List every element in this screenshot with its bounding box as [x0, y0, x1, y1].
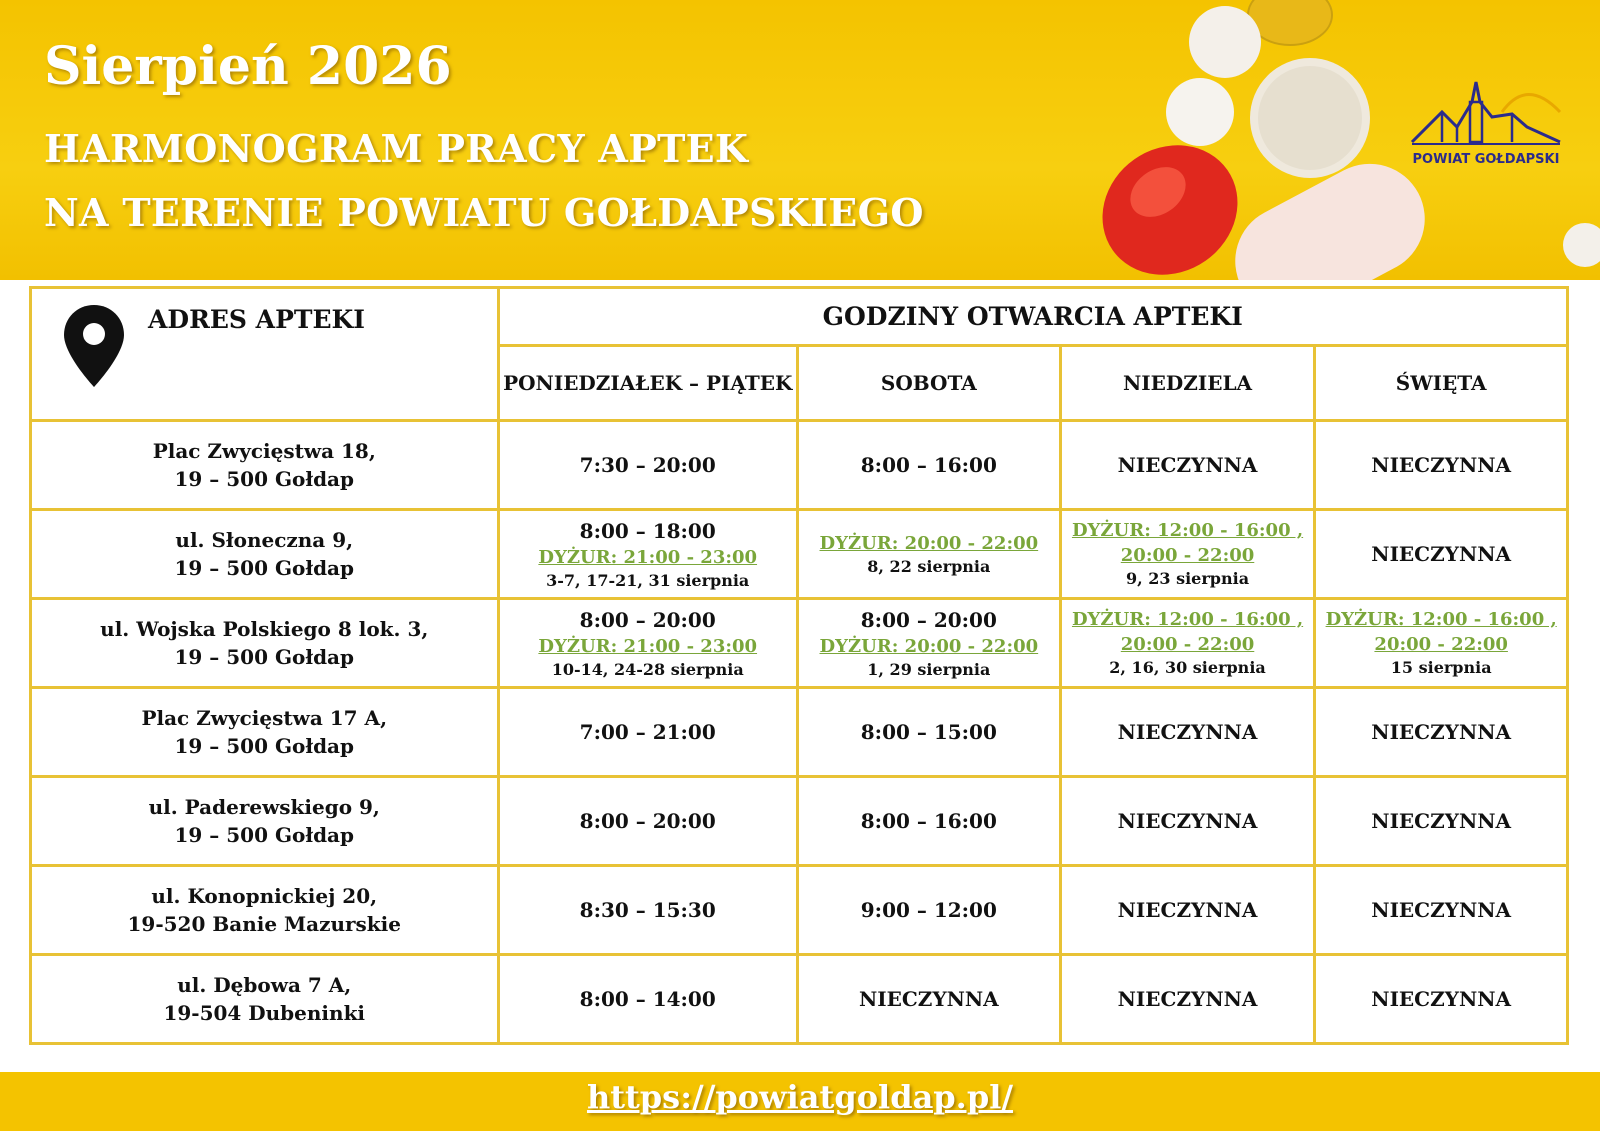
hours-cell-weekday	[498, 421, 797, 510]
opening-hours: NIECZYNNA	[1117, 720, 1258, 744]
logo-caption: POWIAT GOŁDAPSKI	[1412, 152, 1560, 167]
address-line: 19 – 500 Gołdap	[174, 645, 354, 669]
opening-hours-header: GODZINY OTWARCIA APTEKI	[498, 288, 1568, 346]
hours-cell-holiday	[1315, 688, 1568, 777]
address-cell	[31, 599, 499, 688]
pharmacy-schedule-table	[29, 286, 1569, 1045]
opening-hours: NIECZYNNA	[1371, 720, 1512, 744]
opening-hours: NIECZYNNA	[1371, 898, 1512, 922]
opening-hours: NIECZYNNA	[1117, 809, 1258, 833]
opening-hours: NIECZYNNA	[1371, 987, 1512, 1011]
column-header-sunday: NIEDZIELA	[1060, 346, 1315, 421]
schedule-rows	[31, 421, 1568, 1044]
address-header-label: ADRES APTEKI	[148, 305, 365, 334]
opening-hours: 8:00 – 16:00	[860, 809, 997, 833]
duty-hours: DYŻUR: 21:00 - 23:00	[538, 546, 758, 568]
opening-hours: 8:00 – 15:00	[860, 720, 997, 744]
hours-cell-holiday	[1315, 777, 1568, 866]
opening-hours: NIECZYNNA	[1371, 542, 1512, 566]
header-banner	[0, 0, 1600, 280]
hours-cell-saturday	[797, 599, 1060, 688]
duty-hours: DYŻUR: 21:00 - 23:00	[538, 635, 758, 657]
opening-hours: 8:00 – 20:00	[579, 809, 716, 833]
address-line: Plac Zwycięstwa 17 A,	[141, 706, 388, 730]
powiat-goldapski-logo	[1402, 72, 1570, 180]
address-cell	[31, 421, 499, 510]
hours-cell-weekday	[498, 777, 797, 866]
opening-hours: 8:00 – 14:00	[579, 987, 716, 1011]
address-line: 19-504 Dubeninki	[163, 1001, 366, 1025]
location-pin-icon	[62, 303, 126, 389]
duty-dates: 9, 23 sierpnia	[1125, 569, 1250, 588]
schedule-title-line-2: NA TERENIE POWIATU GOŁDAPSKIEGO	[44, 190, 924, 235]
hours-cell-sunday	[1060, 777, 1315, 866]
duty-hours: DYŻUR: 12:00 - 16:00 ,	[1071, 609, 1304, 630]
hours-cell-holiday	[1315, 599, 1568, 688]
address-cell	[31, 777, 499, 866]
opening-hours: NIECZYNNA	[1117, 898, 1258, 922]
schedule-table-area	[0, 280, 1600, 1072]
hours-cell-weekday	[498, 599, 797, 688]
table-row	[31, 777, 1568, 866]
opening-hours: 8:00 – 18:00	[579, 518, 716, 543]
table-row	[31, 866, 1568, 955]
hours-cell-holiday	[1315, 866, 1568, 955]
opening-hours: 8:00 – 16:00	[860, 453, 997, 477]
address-line: ul. Konopnickiej 20,	[151, 884, 378, 908]
column-header-holiday: ŚWIĘTA	[1315, 346, 1568, 421]
hours-cell-saturday	[797, 777, 1060, 866]
address-line: Plac Zwycięstwa 18,	[152, 439, 376, 463]
duty-dates: 3-7, 17-21, 31 sierpnia	[546, 570, 750, 590]
duty-hours: DYŻUR: 12:00 - 16:00 ,	[1071, 520, 1304, 541]
duty-hours: DYŻUR: 20:00 - 22:00	[819, 635, 1039, 657]
address-line: ul. Słoneczna 9,	[175, 528, 354, 552]
hours-cell-weekday	[498, 955, 797, 1044]
hours-cell-holiday	[1315, 510, 1568, 599]
duty-dates: 1, 29 sierpnia	[867, 659, 991, 679]
duty-hours-extra: 20:00 - 22:00	[1120, 634, 1255, 655]
address-line: 19 – 500 Gołdap	[174, 467, 354, 491]
hours-cell-saturday	[797, 688, 1060, 777]
opening-hours: 7:30 – 20:00	[579, 453, 716, 477]
address-cell	[31, 688, 499, 777]
column-header-saturday: SOBOTA	[797, 346, 1060, 421]
hours-cell-sunday	[1060, 421, 1315, 510]
hours-cell-holiday	[1315, 955, 1568, 1044]
duty-hours: DYŻUR: 20:00 - 22:00	[819, 532, 1039, 554]
hours-cell-sunday	[1060, 688, 1315, 777]
opening-hours: NIECZYNNA	[1371, 453, 1512, 477]
address-cell	[31, 866, 499, 955]
address-line: 19 – 500 Gołdap	[174, 734, 354, 758]
duty-hours: DYŻUR: 12:00 - 16:00 ,	[1325, 609, 1557, 630]
opening-hours: NIECZYNNA	[1117, 987, 1258, 1011]
opening-hours: 7:00 – 21:00	[579, 720, 716, 744]
opening-hours: 8:30 – 15:30	[579, 898, 716, 922]
hours-cell-weekday	[498, 866, 797, 955]
duty-hours-extra: 20:00 - 22:00	[1120, 545, 1255, 566]
hours-cell-saturday	[797, 866, 1060, 955]
opening-hours: NIECZYNNA	[858, 987, 999, 1011]
opening-hours: 8:00 – 20:00	[860, 607, 997, 632]
hours-cell-weekday	[498, 510, 797, 599]
opening-hours: NIECZYNNA	[1371, 809, 1512, 833]
duty-dates: 15 sierpnia	[1390, 658, 1492, 677]
address-line: 19 – 500 Gołdap	[174, 556, 354, 580]
duty-dates: 10-14, 24-28 sierpnia	[551, 659, 744, 679]
website-link[interactable]: https://powiatgoldap.pl/	[586, 1078, 1014, 1116]
opening-hours: NIECZYNNA	[1117, 453, 1258, 477]
table-row	[31, 688, 1568, 777]
hours-cell-weekday	[498, 688, 797, 777]
hours-cell-saturday	[797, 955, 1060, 1044]
address-line: 19-520 Banie Mazurskie	[127, 912, 401, 936]
table-row	[31, 421, 1568, 510]
hours-cell-sunday	[1060, 510, 1315, 599]
duty-hours-extra: 20:00 - 22:00	[1374, 634, 1508, 655]
hours-cell-sunday	[1060, 955, 1315, 1044]
table-row	[31, 599, 1568, 688]
column-header-weekday: PONIEDZIAŁEK – PIĄTEK	[498, 346, 797, 421]
footer-banner	[0, 1072, 1600, 1131]
duty-dates: 8, 22 sierpnia	[867, 556, 991, 576]
address-line: ul. Paderewskiego 9,	[148, 795, 380, 819]
hours-cell-saturday	[797, 421, 1060, 510]
address-line: ul. Dębowa 7 A,	[177, 973, 352, 997]
address-line: ul. Wojska Polskiego 8 lok. 3,	[100, 617, 429, 641]
table-row	[31, 510, 1568, 599]
castle-logo-icon	[1402, 72, 1570, 152]
duty-dates: 2, 16, 30 sierpnia	[1109, 658, 1266, 677]
address-cell	[31, 510, 499, 599]
table-row	[31, 955, 1568, 1044]
address-column-header	[31, 288, 499, 421]
hours-cell-holiday	[1315, 421, 1568, 510]
hours-cell-sunday	[1060, 599, 1315, 688]
month-title: Sierpień 2026	[44, 36, 452, 97]
opening-hours: 9:00 – 12:00	[860, 898, 997, 922]
address-line: 19 – 500 Gołdap	[174, 823, 354, 847]
opening-hours: 8:00 – 20:00	[579, 607, 716, 632]
address-cell	[31, 955, 499, 1044]
hours-cell-sunday	[1060, 866, 1315, 955]
schedule-title-line-1: HARMONOGRAM PRACY APTEK	[44, 126, 749, 171]
hours-cell-saturday	[797, 510, 1060, 599]
